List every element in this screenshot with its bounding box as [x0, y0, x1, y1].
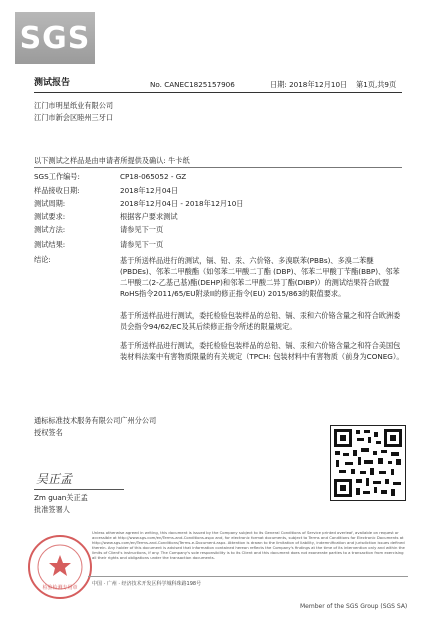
report-title: 测试报告: [34, 78, 71, 88]
field-value: 2018年12月04日: [120, 186, 179, 195]
field-label: SGS工作编号:: [34, 172, 80, 181]
field-value: 根据客户要求测试: [120, 212, 178, 221]
conclusion-paragraph-2: 基于所送样品进行测试，委托检验包装样品的总铅、镉、汞和六价铬含量之和符合欧洲委员会指令94/62/EC及其后续修正指令所述的限量规定。: [120, 311, 401, 331]
header-divider: [34, 92, 402, 93]
field-label: 测试方法:: [34, 225, 66, 234]
intro-text: 以下测试之样品是由申请者所提供及确认: 牛卡纸: [34, 156, 190, 165]
field-label: 测试结果:: [34, 240, 66, 249]
conclusion-label: 结论:: [34, 255, 51, 264]
logo-text: SGS: [19, 20, 91, 56]
field-label: 测试要求:: [34, 212, 66, 221]
report-date: 日期: 2018年12月10日: [270, 80, 348, 89]
field-value: 2018年12月04日 - 2018年12月10日: [120, 199, 244, 208]
handwritten-signature: 吴正孟: [36, 472, 73, 486]
field-label: 样品接收日期:: [34, 186, 80, 195]
terms-fine-print: Unless otherwise agreed in writing, this document is issued by the Company subject to its General Conditions of Service printed overleaf, available on request or accessible at http://www.sgs.com/en/Terms-and-Conditions.aspx and, for electronic format documents, subject to Terms and Conditions for Electronic Documents at http://www.sgs.com/en/Terms-and-Conditions/Terms-e-Document.aspx. Attention is drawn to the limitation of liability, indemnification and jurisdiction issues defined therein. Any holder of this document is advised that information contained hereon reflects the Company's findings at the time of its intervention only and within the limits of Client's instructions, if any. The Company's sole responsibility is to its Client and this document does not exonerate parties to a transaction from exercising all their rights and obligations under the transaction documents.: [92, 530, 405, 560]
signature-line: [34, 489, 124, 490]
qr-code: [330, 425, 406, 501]
client-name: 江门市明星纸业有限公司: [34, 101, 114, 110]
official-seal: [28, 535, 92, 599]
authorized-signature-label: 授权签名: [34, 428, 63, 437]
seal-text: 检验检测专用章: [42, 585, 78, 591]
sgs-member-text: Member of the SGS Group (SGS SA): [300, 603, 408, 610]
signer-role: 批准签署人: [34, 505, 70, 514]
qr-code-graphic: [331, 426, 405, 500]
field-value: 请参见下一页: [120, 240, 164, 249]
field-label: 测试周期:: [34, 199, 66, 208]
conclusion-paragraph-1: 基于所送样品进行的测试，镉、铅、汞、六价铬、多溴联苯(PBBs)、多溴二苯醚(PBDEs)、邻苯二甲酸酯（如邻苯二甲酸二丁酯 (DBP)、邻苯二甲酸丁苄酯(BBP)、邻苯二甲酸二(2-乙基己基)酯(DEHP)和邻苯二甲酸二异丁酯(DIBP)）的测试结果符合欧盟RoHS指令2011/65/EU附录II的修正指令(EU) 2015/863的限值要求。: [120, 256, 400, 298]
report-page: 第1页,共9页: [356, 80, 397, 89]
report-number: No. CANEC1825157906: [150, 80, 235, 89]
sgs-logo: [15, 12, 95, 64]
footer-address: 中国 · 广州 · 经济技术开发区科学城科珠路198号: [92, 581, 202, 587]
company-name: 通标标准技术服务有限公司广州分公司: [34, 416, 157, 425]
intro-divider: [34, 167, 402, 168]
signer-name: Zm guan关正孟: [34, 493, 88, 502]
field-value: CP18-065052 - GZ: [120, 172, 187, 181]
field-value: 请参见下一页: [120, 225, 164, 234]
conclusion-paragraph-3: 基于所送样品进行测试，委托检验包装样品的总铅、镉、汞和六价铬含量之和符合美国包装材料法案中有害物质限量的有关规定（TPCH: 包装材料中有害物质（前身为CONEG）。: [120, 341, 404, 361]
client-address: 江门市新会区睦州三牙口: [34, 113, 114, 122]
footer-divider: [88, 576, 408, 577]
